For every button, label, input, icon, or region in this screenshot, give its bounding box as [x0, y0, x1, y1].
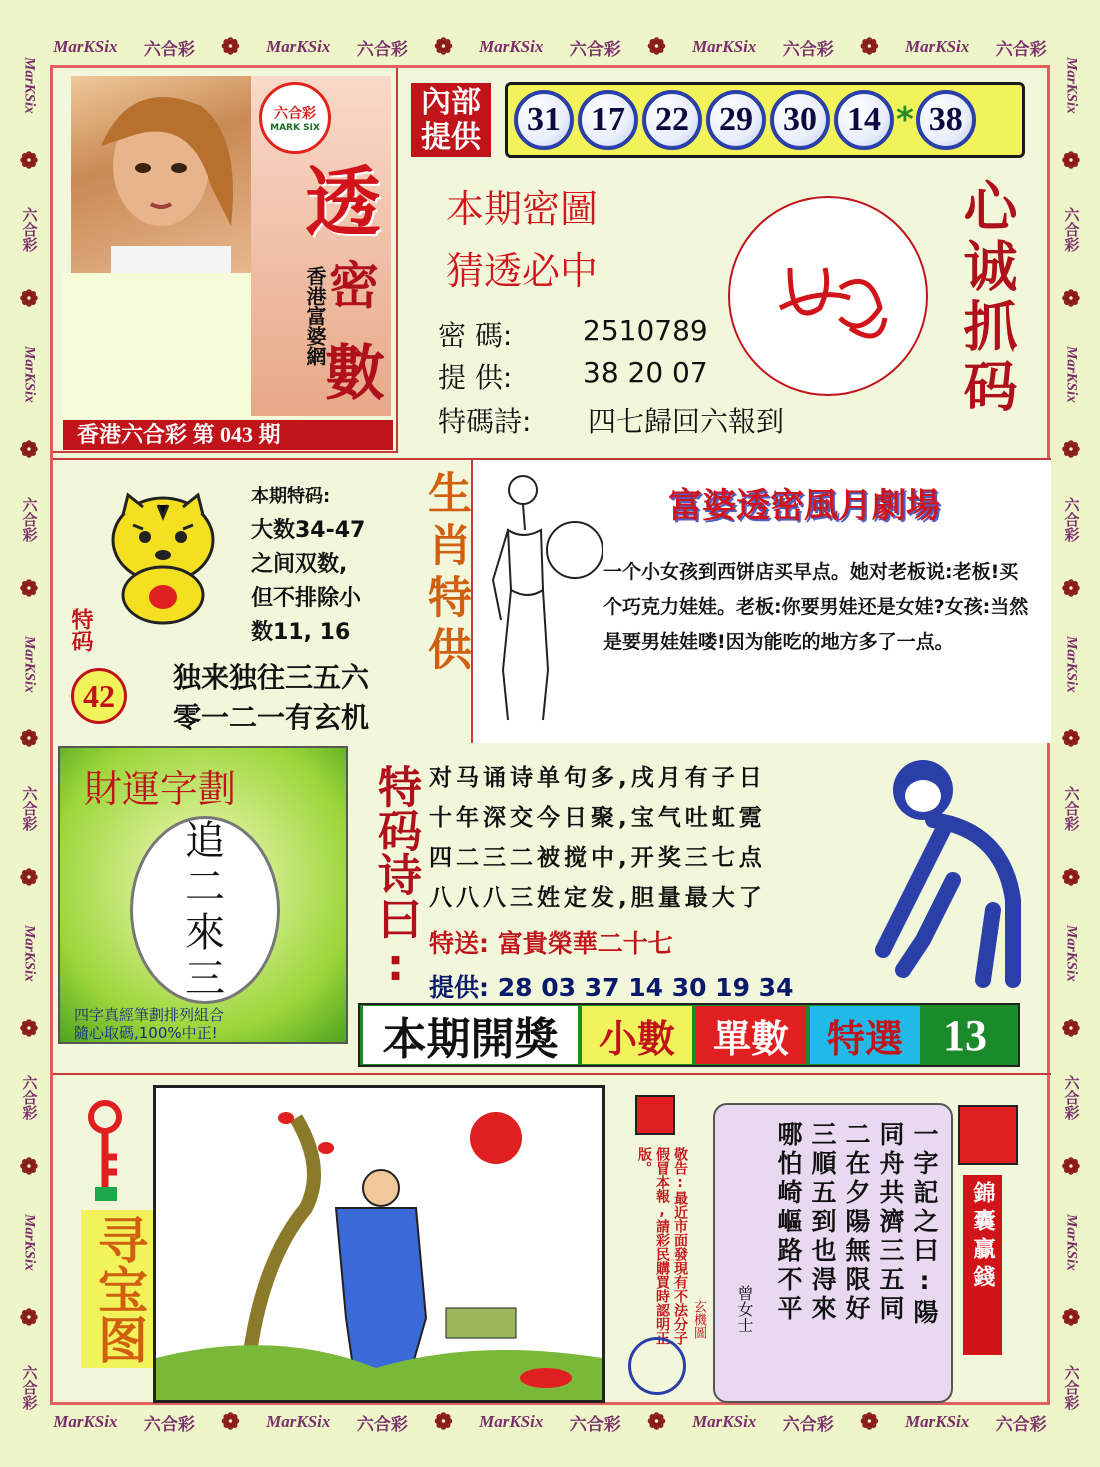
woman-portrait-icon [71, 76, 251, 276]
poem-line: 对马诵诗单句多,戌月有子日 [429, 765, 766, 791]
traveler-scene-icon [156, 1088, 602, 1400]
flower-icon: ❁ [647, 34, 666, 59]
flower-icon: ❁ [221, 34, 240, 59]
brand-text: MarKSix [53, 37, 118, 56]
provide-value: 28 03 37 14 30 19 34 [497, 973, 794, 1002]
poem-line: 四二三二被搅中,开奖三七点 [429, 845, 766, 871]
secret-line2: 猜透必中 [446, 249, 599, 293]
code-value: 2510789 [583, 314, 708, 347]
provide-label: 提供: [429, 973, 489, 1002]
brand-text: 六合彩 [143, 1414, 195, 1434]
brand-text: MarKSix [479, 1412, 544, 1431]
fortune-word: 來 [185, 910, 225, 956]
title-panel [251, 76, 391, 416]
flower-icon: ❁ [1061, 147, 1081, 173]
fortune-panel [58, 746, 348, 1044]
right-border [1054, 40, 1088, 1427]
scroll-line: 一字記之曰:陽 [910, 1121, 939, 1328]
hint-block [251, 480, 401, 650]
brand-text: MarKSix [21, 56, 38, 114]
brand-text: MarKSix [1063, 635, 1080, 693]
hint-line: 数11, 16 [251, 620, 351, 645]
brand-text: 六合彩 [995, 39, 1047, 59]
brand-text: 六合彩 [20, 1364, 37, 1410]
flower-icon: ❁ [19, 436, 39, 462]
flower-icon: ❁ [647, 1409, 666, 1434]
special-number: 42 [71, 668, 127, 724]
fist-money-icon [958, 1105, 1018, 1165]
treasure-panel [53, 1073, 1051, 1405]
flower-icon: ❁ [19, 575, 39, 601]
result-ball: 30 [770, 90, 830, 150]
brand-text: MarKSix [905, 37, 970, 56]
poem-line: 八八八三姓定发,胆量最大了 [429, 885, 766, 911]
title-mi: 密 [329, 258, 379, 314]
flower-icon: ❁ [1061, 865, 1081, 891]
zodiac-poem [173, 658, 369, 738]
brand-text: MarKSix [21, 635, 38, 693]
site-name: 香港富婆網 [303, 266, 327, 366]
special-ball: 38 [916, 90, 976, 150]
title-tou: 透 [305, 162, 381, 246]
flower-icon: ❁ [19, 286, 39, 312]
draw-label: 本期開獎 [363, 1006, 578, 1064]
brand-text: 六合彩 [1062, 207, 1079, 253]
flower-icon: ❁ [1061, 575, 1081, 601]
brand-text: 六合彩 [20, 207, 37, 253]
poem-line: 独来独往三五六 [173, 661, 370, 694]
brand-text: 六合彩 [995, 1414, 1047, 1434]
flower-icon: ❁ [221, 1409, 240, 1434]
hint-line: 但不排除小 [251, 586, 362, 611]
code-label: 密 碼: [438, 319, 513, 352]
result-ball: 14 [834, 90, 894, 150]
top-border [40, 30, 1060, 64]
flower-icon: ❁ [19, 1154, 39, 1180]
note-line: 隨心取碼,100%中正! [74, 1024, 218, 1042]
fortune-note [74, 1006, 224, 1042]
fortune-word: 追 [185, 818, 225, 864]
logo-text: 六合彩 [274, 106, 316, 122]
brand-text: 六合彩 [356, 39, 408, 59]
draw-bar [358, 1003, 1020, 1067]
poem-lines [429, 758, 766, 918]
eye-icon [628, 1337, 686, 1395]
flower-icon: ❁ [860, 34, 879, 59]
flower-icon: ❁ [19, 1015, 39, 1041]
brand-text: MarKSix [692, 1412, 757, 1431]
hint-line: 之间双数, [251, 552, 348, 577]
fortune-oval [130, 816, 280, 1004]
brand-text: 六合彩 [569, 39, 621, 59]
result-ball: 29 [706, 90, 766, 150]
result-ball: 22 [642, 90, 702, 150]
hint-line: 大数34-47 [251, 518, 366, 543]
brand-text: 六合彩 [782, 39, 834, 59]
brand-text: 六合彩 [20, 496, 37, 542]
title-shu: 數 [325, 341, 385, 407]
treasure-map [153, 1085, 605, 1403]
secret-circle [728, 196, 928, 396]
poem-panel [353, 746, 1051, 1044]
result-ball: 17 [578, 90, 638, 150]
provide-value: 38 20 07 [583, 356, 708, 389]
badge-text: 錦囊贏錢 [963, 1175, 1002, 1355]
gift-label: 特送: [429, 929, 489, 958]
stamp-text: 玄機圖 [691, 1300, 706, 1339]
brand-text: MarKSix [266, 37, 331, 56]
brand-text: 六合彩 [20, 786, 37, 832]
flower-icon: ❁ [19, 1304, 39, 1330]
main-frame [50, 65, 1050, 1405]
flower-icon: ❁ [860, 1409, 879, 1434]
provide-label: 提 供: [438, 361, 513, 394]
zodiac-side-title: 生肖特供 [420, 470, 471, 678]
scroll-line: 哪怕崎嶇路不平 [774, 1121, 803, 1324]
brand-text: 六合彩 [782, 1414, 834, 1434]
scroll-line: 三順五到也淂來 [808, 1121, 837, 1324]
fortune-word: 二 [185, 864, 225, 910]
fortune-title: 財運字劃 [84, 767, 237, 811]
note-line: 四字真經筆劃排列組合 [74, 1006, 225, 1024]
secret-line1: 本期密圖 [446, 187, 599, 231]
fist-money-icon [635, 1095, 675, 1135]
results-bar [411, 80, 1041, 160]
brand-text: MarKSix [1063, 56, 1080, 114]
poem-value: 四七歸回六報到 [588, 405, 785, 438]
flower-icon: ❁ [434, 1409, 453, 1434]
scroll-author: 曾女士 [735, 1285, 754, 1333]
draw-item: 小數 [582, 1006, 692, 1064]
issue-bar: 香港六合彩 第 043 期 [63, 420, 393, 450]
monkey-icon [863, 750, 1043, 1000]
brand-text: MarKSix [21, 1214, 38, 1271]
flower-icon: ❁ [1061, 286, 1081, 312]
brand-text: 六合彩 [143, 39, 195, 59]
poem-line: 零一二一有玄机 [173, 701, 370, 734]
brand-text: 六合彩 [1062, 1364, 1079, 1410]
logo-subtext: MARK SIX [270, 123, 320, 133]
result-ball: 31 [514, 90, 574, 150]
special-separator: * [896, 100, 914, 140]
poem-side-title: 特码诗曰: [370, 764, 421, 991]
poem-line: 十年深交今日聚,宝气吐虹霓 [429, 805, 766, 831]
brand-text: 六合彩 [356, 1414, 408, 1434]
brand-text: 六合彩 [20, 1075, 37, 1121]
scroll-line: 同舟共濟三五同 [876, 1121, 905, 1324]
flower-icon: ❁ [1061, 1304, 1081, 1330]
flower-icon: ❁ [19, 147, 39, 173]
zodiac-panel [53, 458, 473, 743]
brand-text: MarKSix [21, 924, 38, 982]
woman-sketch-icon [483, 470, 603, 740]
side-slogan: 心诚抓码 [955, 178, 1018, 418]
brand-text: 六合彩 [569, 1414, 621, 1434]
poem-provide [429, 968, 793, 1004]
fortune-word: 三 [185, 956, 225, 1002]
brand-text: 六合彩 [1062, 786, 1079, 832]
flower-icon: ❁ [1061, 726, 1081, 752]
treasure-title: 寻宝图 [81, 1210, 157, 1368]
brand-text: MarKSix [692, 37, 757, 56]
theater-title: 富婆透密風月劇場 [668, 486, 940, 526]
hint-line: 本期特码: [251, 486, 331, 507]
flower-icon: ❁ [1061, 1015, 1081, 1041]
tiger-cartoon-icon [103, 485, 223, 625]
brand-text: 六合彩 [1062, 1075, 1079, 1121]
scroll-text [771, 1121, 941, 1371]
flower-icon: ❁ [19, 726, 39, 752]
flower-icon: ❁ [1061, 436, 1081, 462]
draw-item: 單數 [696, 1006, 806, 1064]
poem-label: 特碼詩: [438, 405, 532, 438]
brand-text: MarKSix [266, 1412, 331, 1431]
portrait-photo [71, 76, 251, 276]
flower-icon: ❁ [19, 865, 39, 891]
key-icon [75, 1097, 135, 1207]
brand-text: MarKSix [905, 1412, 970, 1431]
secret-symbol-icon [730, 198, 926, 394]
scroll [713, 1103, 953, 1403]
brand-text: MarKSix [479, 37, 544, 56]
gift-line [429, 924, 673, 960]
draw-number: 13 [924, 1006, 1006, 1064]
left-border [12, 40, 46, 1427]
gift-value: 富貴榮華二十七 [497, 929, 673, 958]
brand-text: MarKSix [21, 346, 38, 403]
flower-icon: ❁ [1061, 1154, 1081, 1180]
theater-story: 一个小女孩到西饼店买早点。她对老板说:老板!买个巧克力娃娃。老板:你要男娃还是女娃?女孩:当然是要男娃娃喽!因为能吃的地方多了一点。 [603, 561, 1029, 653]
theater-panel [473, 458, 1051, 743]
scroll-line: 二在夕陽無限好 [842, 1121, 871, 1324]
draw-item: 特選 [810, 1006, 920, 1064]
warning-notice: 敬告:最近市面發現有不法分子假冒本報,請彩民購買時認明正版。 [636, 1147, 688, 1345]
internal-label: 內部提供 [411, 83, 491, 157]
secret-block [398, 168, 943, 453]
bottom-border [40, 1405, 1060, 1439]
number-strip [505, 82, 1025, 158]
brand-text: MarKSix [53, 1412, 118, 1431]
special-label: 特码 [68, 608, 93, 652]
brand-text: MarKSix [1063, 924, 1080, 982]
flower-icon: ❁ [434, 34, 453, 59]
header-left [53, 68, 398, 453]
brand-text: 六合彩 [1062, 496, 1079, 542]
brand-text: MarKSix [1063, 1214, 1080, 1271]
brand-text: MarKSix [1063, 346, 1080, 403]
